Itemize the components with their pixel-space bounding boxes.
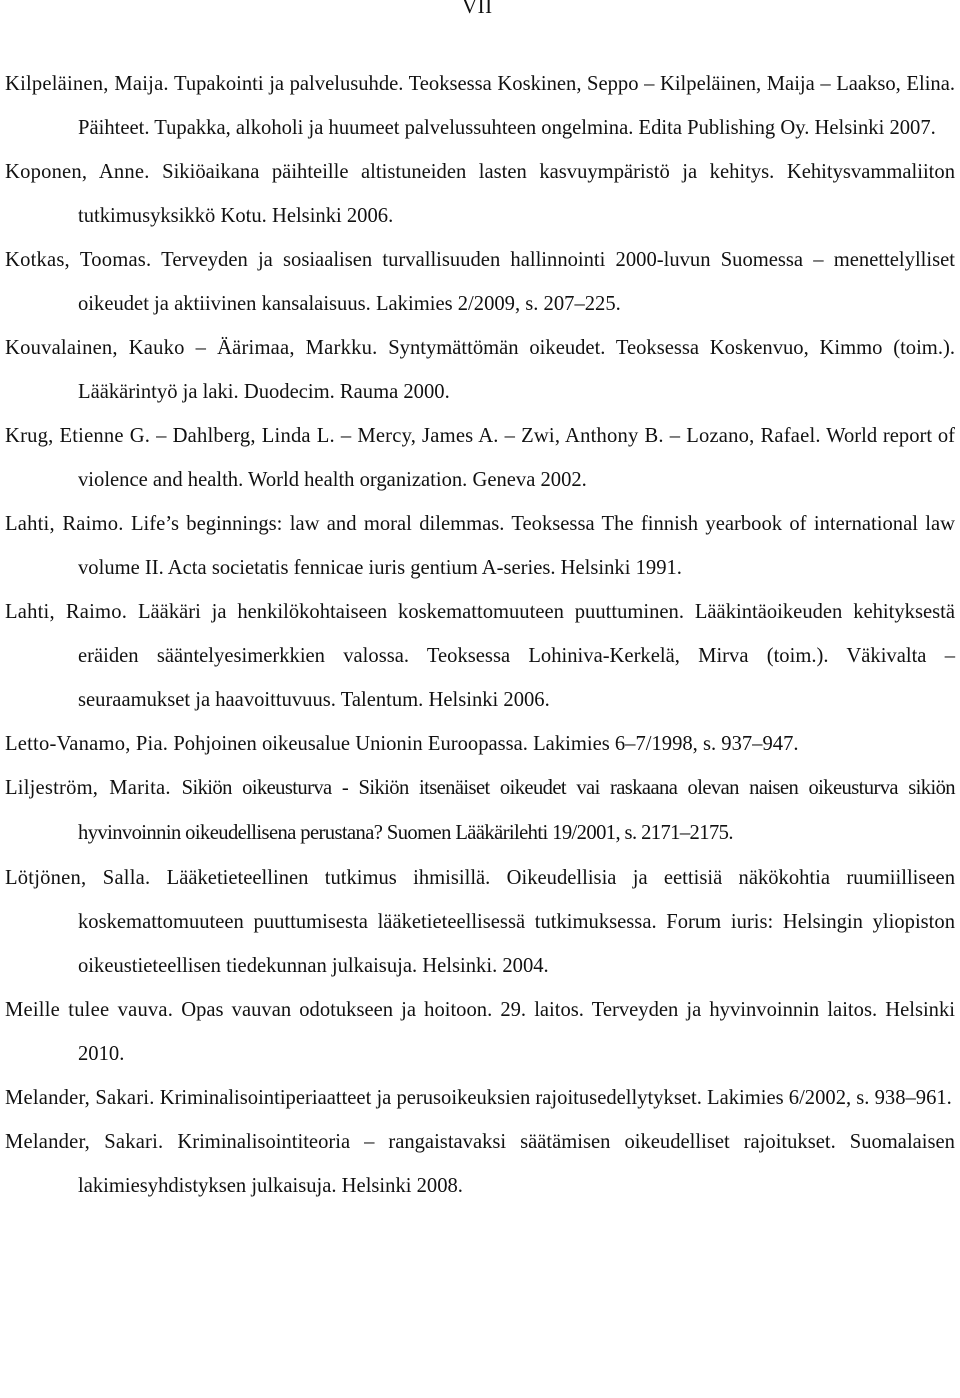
reference-item [5,150,955,238]
reference-text: Syntymättömän oikeudet. Teoksessa Koskenvuo, Kimmo (toim.). Lääkärintyö ja laki. Duodecim. Rauma 2000. [78,337,955,403]
reference-item [5,414,955,502]
reference-text: Pohjoinen oikeusalue Unionin Euroopassa. Lakimies 6–7/1998, s. 937–947. [173,733,799,755]
reference-author: Kotkas, Toomas. [5,249,152,271]
reference-item [5,1076,955,1120]
reference-text: World report of violence and health. World health organization. Geneva 2002. [78,425,956,491]
reference-text: Life’s beginnings: law and moral dilemmas. Teoksessa The finnish yearbook of international law volume II. Acta societatis fennicae iuris gentium A-series. Helsinki 1991. [78,513,955,579]
reference-author: Lahti, Raimo. [5,601,128,623]
reference-author: Melander, Sakari. [5,1131,164,1153]
reference-item [5,722,955,766]
reference-text: Opas vauvan odotukseen ja hoitoon. 29. laitos. Terveyden ja hyvinvoinnin laitos. Helsinki 2010. [78,999,955,1065]
reference-author: Kilpeläinen, Maija. [5,73,169,95]
reference-author: Kouvalainen, Kauko – Äärimaa, Markku. [5,337,378,359]
reference-text: Terveyden ja sosiaalisen turvallisuuden hallinnointi 2000-luvun Suomessa – menettelylliset oikeudet ja aktiivinen kansalaisuus. Lakimies 2/2009, s. 207–225. [78,249,955,315]
reference-author: Melander, Sakari. [5,1087,155,1109]
reference-item [5,238,955,326]
reference-text: Kriminalisointiperiaatteet ja perusoikeuksien rajoitusedellytykset. Lakimies 6/2002, s. 938–961. [159,1087,952,1109]
reference-item [5,766,955,856]
reference-item [5,502,955,590]
reference-item [5,1120,955,1208]
reference-text: Kriminalisointiteoria – rangaistavaksi säätämisen oikeudelliset rajoitukset. Suomalaisen lakimiesyhdistyksen julkaisuja. Helsinki 2008. [78,1131,955,1197]
reference-text: Tupakointi ja palvelusuhde. Teoksessa Koskinen, Seppo – Kilpeläinen, Maija – Laakso, Elina. Päihteet. Tupakka, alkoholi ja huumeet palvelussuhteen ongelmina. Edita Publishing Oy. Helsinki 2007. [78,73,956,139]
reference-item [5,326,955,414]
reference-item [5,856,955,988]
reference-item [5,62,955,150]
reference-item [5,590,955,722]
reference-text: Sikiöaikana päihteille altistuneiden lasten kasvuympäristö ja kehitys. Kehitysvammaliiton tutkimusyksikkö Kotu. Helsinki 2006. [78,161,955,227]
reference-list [5,62,955,1208]
reference-author: Liljeström, Marita. [5,777,171,799]
reference-item [5,988,955,1076]
reference-author: Meille tulee vauva. [5,999,174,1021]
reference-author: Koponen, Anne. [5,161,150,183]
reference-author: Letto-Vanamo, Pia. [5,733,169,755]
reference-text: Lääkäri ja henkilökohtaiseen koskemattomuuteen puuttuminen. Lääkintäoikeuden kehityksestä eräiden sääntelyesimerkkien valossa. Teoksessa Lohiniva-Kerkelä, Mirva (toim.). Väkivalta – seuraamukset ja haavoittuvuus. Talentum. Helsinki 2006. [78,601,955,711]
reference-text: Lääketieteellinen tutkimus ihmisillä. Oikeudellisia ja eettisiä näkökohtia ruumiilliseen koskemattomuuteen puuttumisesta lääketieteellisessä tutkimuksessa. Forum iuris: Helsingin yliopiston oikeustieteellisen tiedekunnan julkaisuja. Helsinki. 2004. [78,867,955,977]
reference-author: Krug, Etienne G. – Dahlberg, Linda L. – Mercy, James A. – Zwi, Anthony B. – Lozano, Rafael. [5,425,821,447]
reference-text: Sikiön oikeusturva - Sikiön itsenäiset oikeudet vai raskaana olevan naisen oikeusturva sikiön hyvinvoinnin oikeudellisena perustana? Suomen Lääkärilehti 19/2001, s. 2171–2175. [78,777,956,844]
page-number: VII [462,0,493,18]
reference-author: Lahti, Raimo. [5,513,124,535]
reference-author: Lötjönen, Salla. [5,867,151,889]
